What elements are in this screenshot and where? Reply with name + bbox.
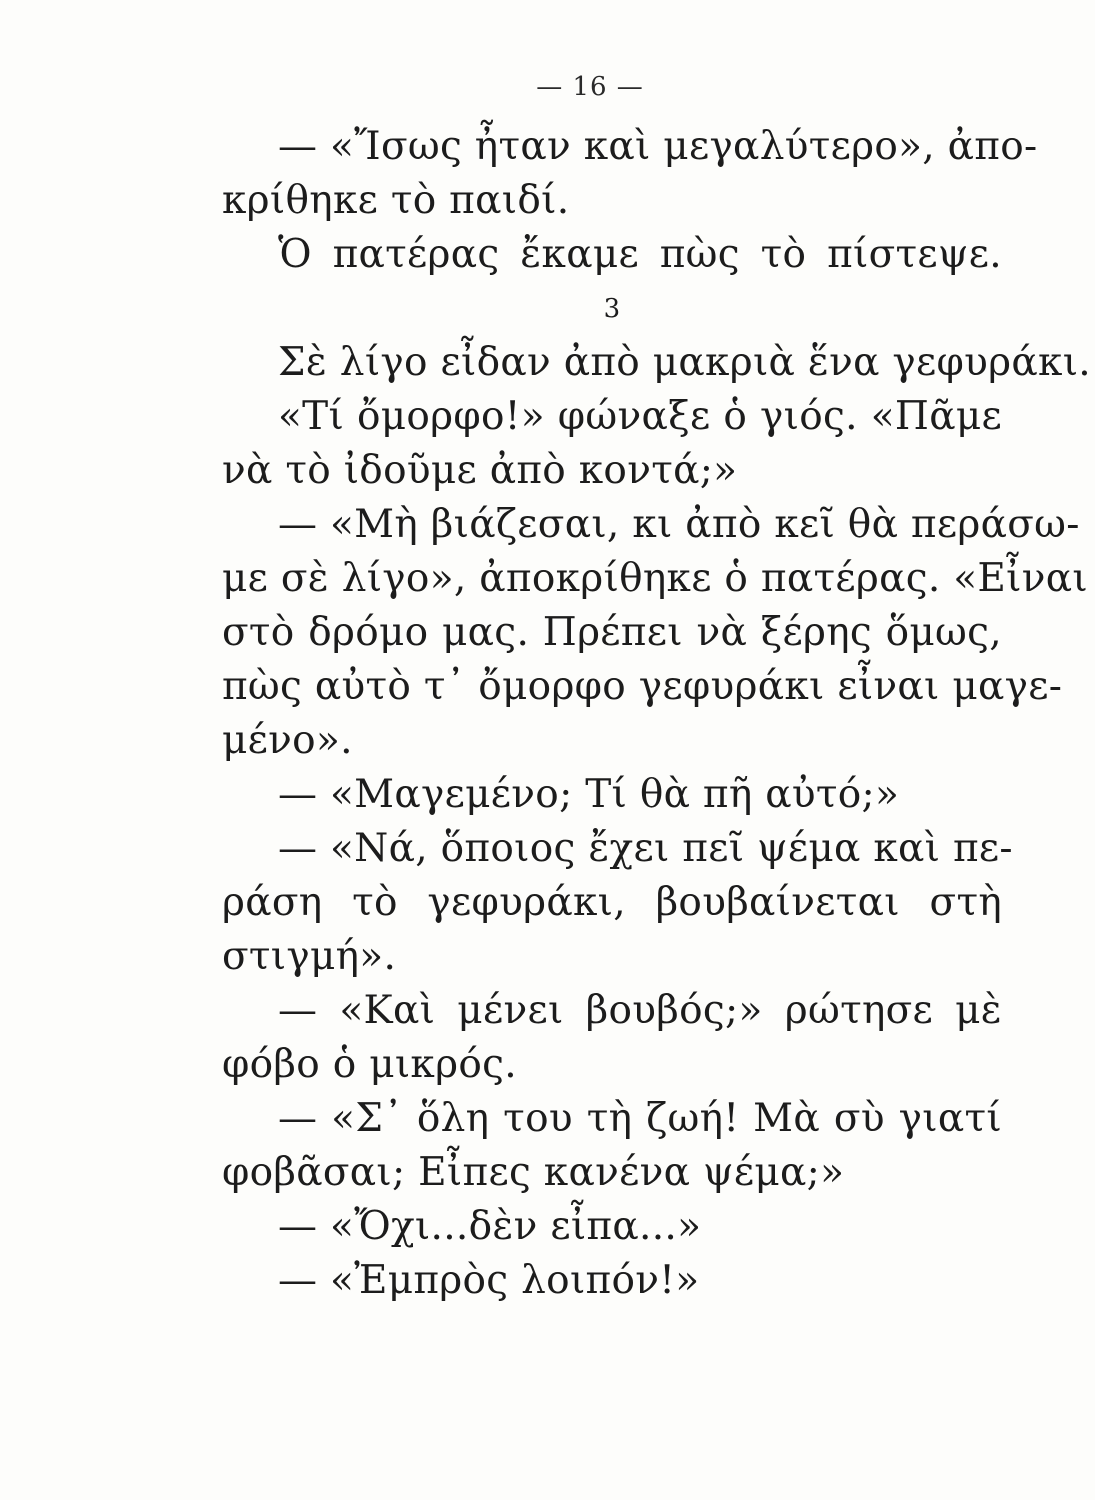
text-line: — «Ὄχι...δὲν εἶπα...» xyxy=(278,1204,702,1249)
body-text xyxy=(222,120,1091,1308)
text-line: ράση τὸ γεφυράκι, βουβαίνεται στὴ xyxy=(222,880,1002,925)
text-line: — «Μὴ βιάζεσαι, κι ἀπὸ κεῖ θὰ περάσω- xyxy=(278,502,1080,547)
text-line: — «Σ᾿ ὅλη του τὴ ζωή! Μὰ σὺ γιατί xyxy=(278,1096,1002,1141)
text-line: πὼς αὐτὸ τ᾿ ὄμορφο γεφυράκι εἶναι μαγε- xyxy=(222,664,1063,709)
text-line: — «Νά, ὅποιος ἔχει πεῖ ψέμα καὶ πε- xyxy=(278,826,1013,871)
text-line: Σὲ λίγο εἶδαν ἀπὸ μακριὰ ἕνα γεφυράκι. xyxy=(278,340,1091,385)
text-line: Ὁ πατέρας ἔκαμε πὼς τὸ πίστεψε. xyxy=(278,232,1002,277)
text-line: — «Καὶ μένει βουβός;» ρώτησε μὲ xyxy=(278,988,1002,1033)
text-line: στιγμή». xyxy=(222,934,397,979)
text-line: φόβο ὁ μικρός. xyxy=(222,1042,517,1087)
text-line: νὰ τὸ ἰδοῦμε ἀπὸ κοντά;» xyxy=(222,448,738,493)
text-line: κρίθηκε τὸ παιδί. xyxy=(222,178,570,223)
text-line: φοβᾶσαι; Εἶπες κανένα ψέμα;» xyxy=(222,1150,845,1195)
text-line: με σὲ λίγο», ἀποκρίθηκε ὁ πατέρας. «Εἶναι xyxy=(222,556,1088,601)
section-number: 3 xyxy=(603,294,621,324)
text-line: — «Ἐμπρὸς λοιπόν!» xyxy=(278,1258,700,1303)
text-line: μένο». xyxy=(222,718,353,763)
text-line: «Τί ὄμορφο!» φώναξε ὁ γιός. «Πᾶμε xyxy=(278,394,1002,439)
page-number: — 16 — xyxy=(536,72,644,102)
text-line: — «Μαγεμένο; Τί θὰ πῆ αὐτό;» xyxy=(278,772,900,817)
text-line: — «Ἴσως ἦταν καὶ μεγαλύτερο», ἀπο- xyxy=(278,124,1038,169)
text-line: στὸ δρόμο μας. Πρέπει νὰ ξέρης ὅμως, xyxy=(222,610,1002,655)
